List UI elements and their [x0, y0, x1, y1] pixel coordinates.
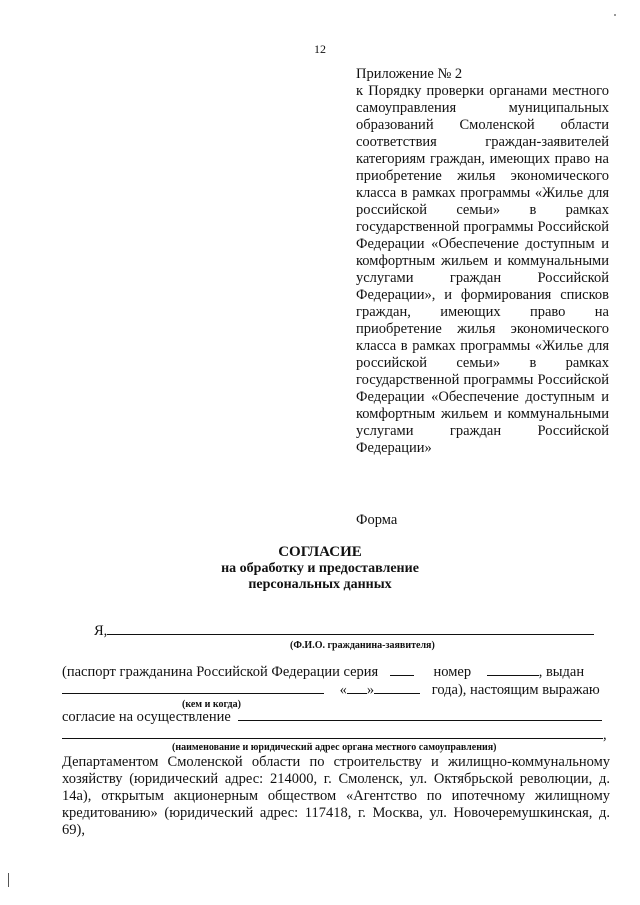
appendix-title: Приложение № 2	[356, 66, 463, 82]
i-prefix: Я,	[94, 623, 108, 639]
appendix-block	[356, 66, 609, 457]
passport-series-field[interactable]	[390, 663, 414, 676]
fio-field[interactable]	[107, 622, 594, 635]
issuer-field[interactable]	[62, 681, 324, 694]
day-field[interactable]	[347, 681, 367, 694]
month-field[interactable]	[374, 681, 420, 694]
scan-dot	[614, 14, 616, 16]
org-comma: ,	[603, 727, 607, 743]
fio-line	[94, 622, 594, 640]
page-number: 12	[314, 42, 326, 56]
consent-line	[62, 708, 602, 726]
document-title: СОГЛАСИЕ	[278, 544, 362, 560]
quote-close: »	[366, 682, 375, 698]
issuer-line	[62, 681, 600, 699]
document-heading	[0, 543, 640, 593]
consent-field[interactable]	[238, 708, 602, 721]
year-text: года), настоящим выражаю	[431, 682, 600, 698]
passport-text: (паспорт гражданина Российской Федерации серия	[62, 664, 379, 680]
margin-mark	[8, 873, 9, 887]
body-paragraph: Департаментом Смоленской области по строительству и жилищно-коммунальному хозяйству (юридический адрес: 214000, г. Смоленск, ул. Октябрьской революции, д. 14а), открытым акционерным обществом «Агентство по ипотечному жилищному кредитованию» (юридический адрес: 117418, г. Москва, ул. Новочеремушкинская, д. 69),	[62, 754, 610, 838]
document-subtitle-line2: персональных данных	[248, 577, 392, 592]
appendix-text: к Порядку проверки органами местного самоуправления муниципальных образований Смоленской области соответствия граждан-заявителей категориям граждан, имеющих право на приобретение жилья экономического класса в рамках программы «Жилье для российской семьи» в рамках государственной программы Российской Федерации «Обеспечение доступным и комфортным жильем и коммунальными услугами граждан Российской Федерации», и формирования списков граждан, имеющих право на приобретение жилья экономического класса в рамках программы «Жилье для российской семьи» в рамках государственной программы Российской Федерации «Обеспечение доступным и комфортным жильем и коммунальными услугами граждан Российской Федерации»	[356, 83, 609, 456]
consent-text: согласие на осуществление	[62, 709, 231, 725]
passport-line	[62, 663, 584, 681]
quote-open: «	[339, 682, 347, 698]
passport-number-field[interactable]	[487, 663, 539, 676]
document-subtitle-line1: на обработку и предоставление	[221, 561, 419, 576]
issuer-caption: (кем и когда)	[182, 699, 241, 710]
number-label: номер	[433, 664, 472, 680]
org-field[interactable]	[62, 726, 603, 739]
issued-label: , выдан	[538, 664, 585, 680]
org-caption: (наименование и юридический адрес органа местного самоуправления)	[172, 742, 497, 753]
form-label: Форма	[356, 512, 398, 528]
fio-caption: (Ф.И.О. гражданина-заявителя)	[290, 640, 435, 651]
